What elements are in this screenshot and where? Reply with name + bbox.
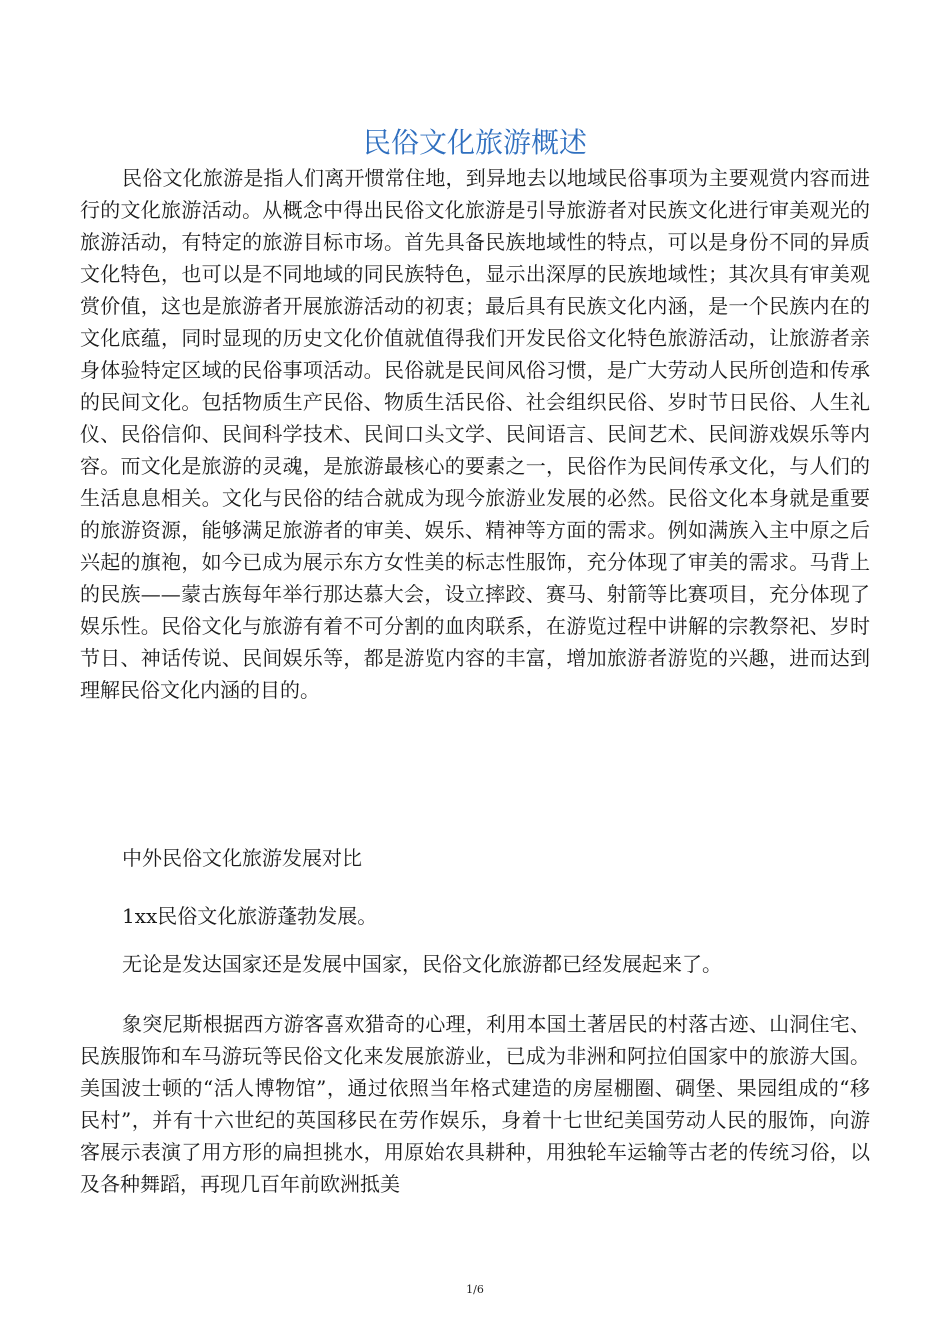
examples-paragraph: 象突尼斯根据西方游客喜欢猎奇的心理，利用本国土著居民的村落古迹、山洞住宅、民族服饰和车马游玩等民俗文化来发展旅游业，已成为非洲和阿拉伯国家中的旅游大国。美国波士顿的“活人博物馆”，通过依照当年格式建造的房屋棚圈、碉堡、果园组成的“移民村”，并有十六世纪的英国移民在劳作娱乐，身着十七世纪美国劳动人民的服饰，向游客展示表演了用方形的扁担挑水，用原始农具耕种，用独轮车运输等古老的传统习俗，以及各种舞蹈，再现几百年前欧洲抵美	[80, 1012, 870, 1196]
subsection-heading: 1xx民俗文化旅游蓬勃发展。	[122, 904, 378, 928]
document-title: 民俗文化旅游概述	[362, 125, 587, 159]
statement-paragraph: 无论是发达国家还是发展中国家，民俗文化旅游都已经发展起来了。	[122, 952, 722, 976]
page-number: 1/6	[466, 1283, 484, 1296]
section-heading: 中外民俗文化旅游发展对比	[122, 846, 362, 870]
intro-paragraph: 民俗文化旅游是指人们离开惯常住地，到异地去以地域民俗事项为主要观赏内容而进行的文化旅游活动。从概念中得出民俗文化旅游是引导旅游者对民族文化进行审美观光的旅游活动，有特定的旅游目标市场。首先具备民族地域性的特点，可以是身份不同的异质文化特色，也可以是不同地域的同民族特色，显示出深厚的民族地域性；其次具有审美观赏价值，这也是旅游者开展旅游活动的初衷；最后具有民族文化内涵，是一个民族内在的文化底蕴，同时显现的历史文化价值就值得我们开发民俗文化特色旅游活动，让旅游者亲身体验特定区域的民俗事项活动。民俗就是民间风俗习惯，是广大劳动人民所创造和传承的民间文化。包括物质生产民俗、物质生活民俗、社会组织民俗、岁时节日民俗、人生礼仪、民俗信仰、民间科学技术、民间口头文学、民间语言、民间艺术、民间游戏娱乐等内容。而文化是旅游的灵魂，是旅游最核心的要素之一，民俗作为民间传承文化，与人们的生活息息相关。文化与民俗的结合就成为现今旅游业发展的必然。民俗文化本身就是重要的旅游资源，能够满足旅游者的审美、娱乐、精神等方面的需求。例如满族入主中原之后兴起的旗袍，如今已成为展示东方女性美的标志性服饰，充分体现了审美的需求。马背上的民族——蒙古族每年举行那达慕大会，设立摔跤、赛马、射箭等比赛项目，充分体现了娱乐性。民俗文化与旅游有着不可分割的血肉联系，在游览过程中讲解的宗教祭祀、岁时节日、神话传说、民间娱乐等，都是游览内容的丰富，增加旅游者游览的兴趣，进而达到理解民俗文化内涵的目的。	[80, 166, 870, 702]
